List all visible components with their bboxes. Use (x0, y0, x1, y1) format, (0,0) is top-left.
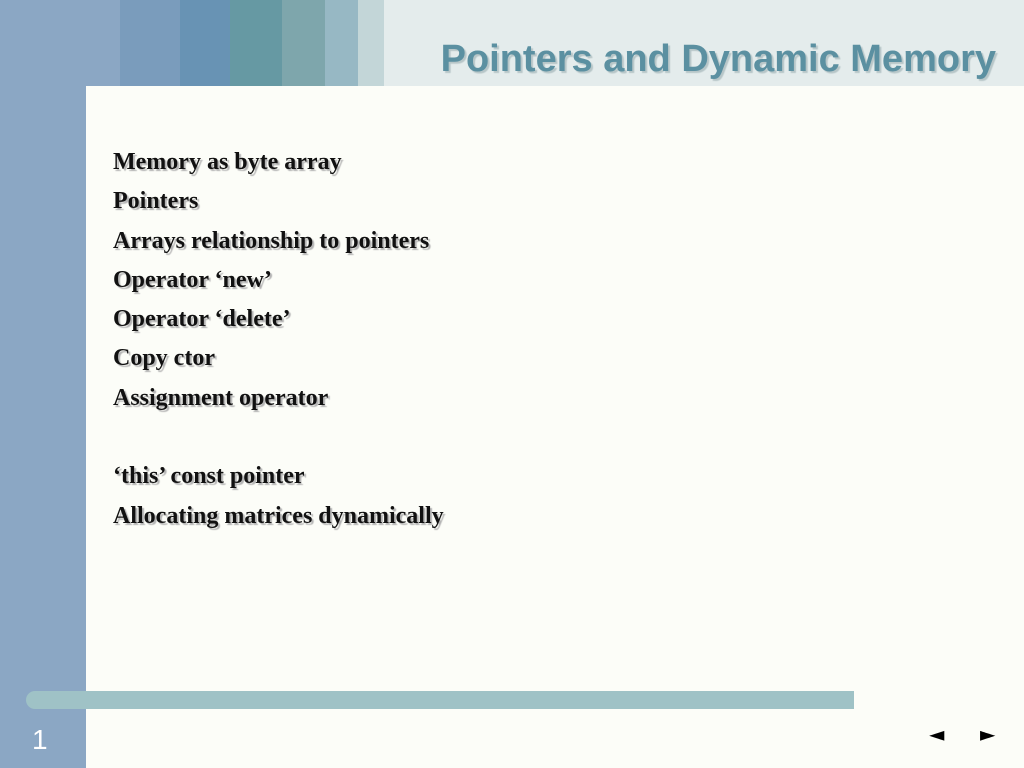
slide-number: 1 (32, 724, 48, 755)
header-stripe (180, 0, 230, 86)
header-stripe (358, 0, 384, 86)
topic-list (113, 144, 444, 537)
topic-spacer (113, 419, 444, 458)
topic-item: Memory as byte array (113, 149, 342, 175)
topic-item: Operator ‘delete’ (113, 306, 291, 333)
header-stripe (230, 0, 282, 86)
topic-item: Operator ‘new’ (113, 266, 272, 293)
header-stripe (120, 0, 180, 86)
topic-item: Assignment operator (113, 384, 329, 411)
bottom-decorative-bar (26, 691, 854, 709)
next-slide-icon[interactable]: ► (980, 722, 996, 746)
topic-item: Pointers (113, 188, 199, 215)
topic-item: Copy ctor (113, 345, 215, 372)
topic-item: Arrays relationship to pointers (113, 227, 430, 254)
header-stripe (282, 0, 325, 86)
left-decorative-band (0, 0, 86, 768)
topic-item: ‘this’ const pointer (113, 463, 305, 490)
previous-slide-icon[interactable]: ◄ (929, 722, 945, 746)
header-stripe (325, 0, 358, 86)
slide-title: Pointers and Dynamic Memory (440, 38, 996, 80)
topic-item: Allocating matrices dynamically (113, 502, 444, 529)
header-stripe (0, 0, 120, 86)
